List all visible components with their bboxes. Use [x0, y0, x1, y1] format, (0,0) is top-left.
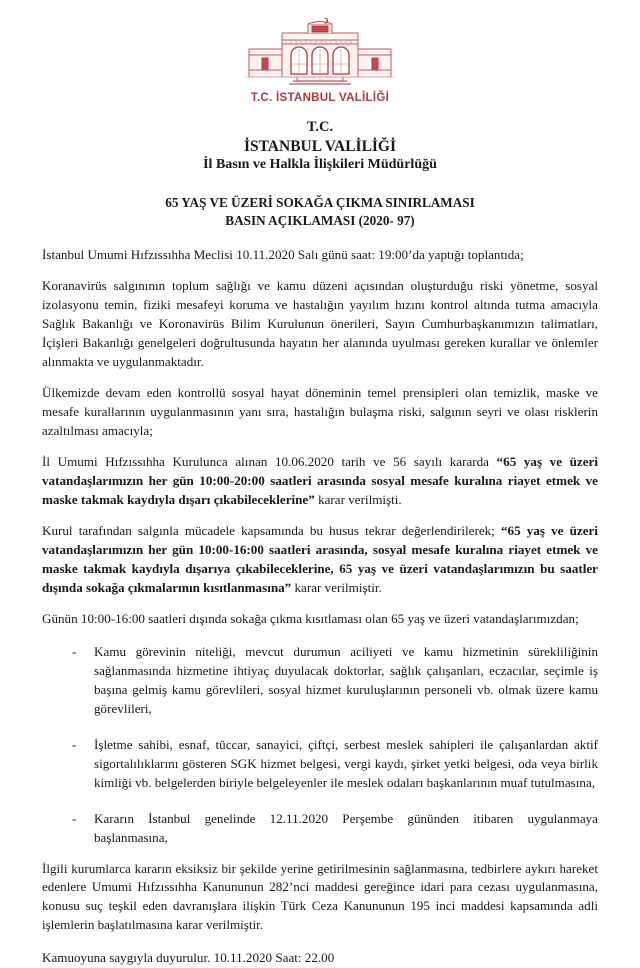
- paragraph-risk-reduction: Ülkemizde devam eden kontrollü sosyal hayat döneminin temel prensipleri olan temizlik, maske ve mesafe kurallarının uygulanmasının yanı sıra, hastalığın bulaşma riski, salgının seyri ve olası risklerin azaltılması amacıyla;: [42, 384, 598, 438]
- letterhead-logo: [0, 0, 640, 104]
- istanbul-governorship-building-emblem: [245, 18, 395, 90]
- bullet-dash-marker: -: [72, 736, 77, 752]
- list-item-text: Kamu görevinin niteliği, mevcut durumun aciliyeti ve kamu hizmetinin sürekliliğinin sağlanmasında hizmetine ihtiyaç duyulacak doktorlar, sağlık çalışanları, eczacılar, seçimle iş başına gelmiş kamu görevlileri, sosyal hizmet kuruluşlarının personeli vb. olmak üzere kamu görevlileri,: [94, 643, 598, 716]
- title-subject: 65 YAŞ VE ÜZERİ SOKAĞA ÇIKMA SINIRLAMASI: [165, 195, 475, 211]
- new-decision-quote: “65 yaş ve üzeri vatandaşlarımızın her gün 10:00-16:00 saatleri arasında, sosyal mesafe kuralına riayet etmek ve maske takmak kaydıyla dışarıya çıkabileceklerine, 65 yaş ve üzeri vatandaşlarımızın bu saatler dışında sokağa çıkmalarının kısıtlanmasına”: [42, 522, 598, 595]
- bullet-dash-marker: -: [72, 810, 77, 826]
- heading-line-governorship: İSTANBUL VALİLİĞİ: [243, 137, 397, 155]
- heading-line-department: İl Basın ve Halkla İlişkileri Müdürlüğü: [203, 157, 437, 173]
- letterhead-heading: [0, 118, 640, 174]
- paragraph-measures-context: Koranavirüs salgınının toplum sağlığı ve kamu düzeni açısından oluşturduğu riski yönetme, sosyal izolasyonu temin, fiziki mesafeyi koruma ve hastalığın yayılım hızını kontrol altında tutma amacıyla Sağlık Bakanlığı ve Koronavirüs Bilim Kurulunun önerileri, Sayın Cumhurbaşkanımızın talimatları, İçişleri Bakanlığı genelgeleri doğrultusunda hayatın her alanında uyulması gereken kurallar ve önlemler alınmakta ve uygulanmaktadır.: [42, 277, 598, 369]
- paragraph-enforcement: İlgili kurumlarca kararın eksiksiz bir şekilde yerine getirilmesinin sağlanmasına, tedbirlere aykırı hareket edenlere Umumi Hıfzıssıhha Kanununun 282’nci maddesi gereğince idari para cezası uygulanmasına, konusu suç teşkil eden davranışlara ilişkin Türk Ceza Kanununun 195 inci maddesi kapsamında adli işlemlerin başlatılmasına karar verilmiştir.: [42, 860, 598, 933]
- new-decision-intro: Kurul tarafından salgınla mücadele kapsamında bu husus tekrar değerlendirilerek;: [42, 522, 501, 538]
- paragraph-curfew-scope: Günün 10:00-16:00 saatleri dışında sokağa çıkma kısıtlaması olan 65 yaş ve üzeri vatandaşlarımızdan;: [42, 610, 579, 626]
- list-item-text: Kararın İstanbul genelinde 12.11.2020 Perşembe gününden itibaren uygulanmaya başlanmasına,: [94, 810, 598, 845]
- list-item: [42, 810, 598, 848]
- bullet-dash-marker: -: [72, 643, 77, 659]
- exemptions-list: [42, 643, 598, 848]
- previous-decision-outro: karar verilmişti.: [314, 491, 402, 507]
- previous-decision-quote: “65 yaş ve üzeri vatandaşlarımızın her gün 10:00-20:00 saatleri arasında sosyal mesafe kuralına riayet etmek ve maske takmak kaydıyla dışarı çıkabileceklerine”: [42, 453, 598, 507]
- heading-line-republic: T.C.: [306, 119, 334, 135]
- page-title: [0, 194, 640, 230]
- list-item: [42, 736, 598, 793]
- document-body: [42, 230, 598, 968]
- paragraph-previous-decision: [42, 453, 598, 510]
- paragraph-meeting-notice: İstanbul Umumi Hıfzıssıhha Meclisi 10.11.2020 Salı günü saat: 19:00’da yaptığı toplantıda;: [42, 246, 524, 262]
- list-item-text: İşletme sahibi, esnaf, tüccar, sanayici, çiftçi, serbest meslek sahipleri ile çalışanlardan aktif sigortalılıklarını gösteren SGK hizmet belgesi, vergi kaydı, şirket yetki belgesi, oda veya birlik kimliği vb. belgelerden biriyle belgeleyenler ile meslek odaları başkanlarının muaf tutulmasına,: [94, 736, 598, 790]
- closing-statement: Kamuoyuna saygıyla duyurulur. 10.11.2020 Saat: 22.00: [42, 950, 335, 966]
- paragraph-new-decision: [42, 522, 598, 598]
- list-item: [42, 643, 598, 719]
- previous-decision-intro: İl Umumi Hıfzıssıhha Kurulunca alınan 10.06.2020 tarih ve 56 sayılı kararda: [42, 453, 497, 469]
- logo-caption: T.C. İSTANBUL VALİLİĞİ: [250, 92, 390, 104]
- new-decision-outro: karar verilmiştir.: [291, 579, 382, 595]
- title-release-number: BASIN AÇIKLAMASI (2020- 97): [225, 213, 415, 229]
